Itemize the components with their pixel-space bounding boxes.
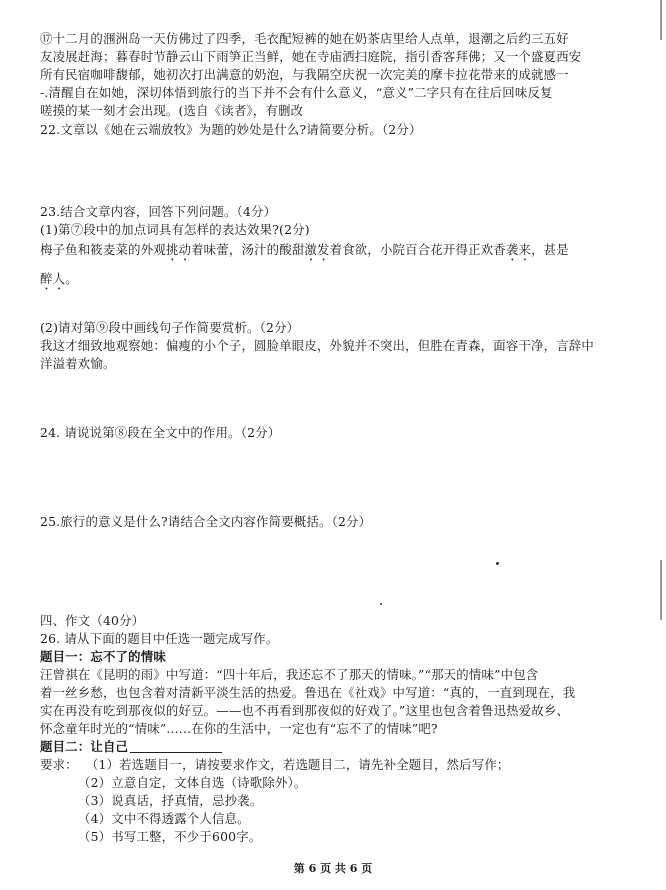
requirements-label: 要求： — [40, 757, 78, 772]
question-23-sub2: (2)请对第⑨段中画线句子作简要赏析。（2分） — [40, 320, 300, 335]
fill-in-blank — [130, 740, 222, 753]
question-23-sub2-quote: 洋溢着欢愉。 — [40, 356, 116, 371]
dotted-word: 醉人 — [40, 271, 66, 286]
topic-1-text: 实在再没有吃到那夜似的好豆。——也不再看到那夜似的好戏了。”这里也包含着鲁迅热爱故乡、 — [40, 703, 570, 718]
scan-edge — [660, 560, 662, 620]
passage-line: ⑰十二月的涠洲岛一天仿佛过了四季，毛衣配短裤的她在奶茶店里给人点单，退潮之后约三五好 — [40, 31, 569, 46]
section-heading: 四、作文（40分） — [40, 613, 145, 628]
section-composition — [40, 612, 640, 846]
requirements-row — [40, 756, 640, 774]
question-25 — [40, 513, 640, 531]
requirement-item: （4）文中不得透露个人信息。 — [78, 811, 250, 826]
topic-2-title: 题目二：让自己 — [40, 739, 129, 754]
topic-2-title-row — [40, 738, 640, 756]
question-23-sub1-quote — [40, 241, 640, 264]
quote-text: 。 — [65, 271, 78, 286]
scan-edge — [660, 0, 662, 40]
scan-speck — [496, 562, 499, 565]
quote-text: 梅子鱼和筱麦菜的外观 — [40, 242, 166, 257]
scan-speck — [380, 603, 382, 605]
question-25-text: 25.旅行的意义是什么?请结合全文内容作简要概括。（2分） — [40, 514, 372, 529]
requirement-item: （5）书写工整，不少于600字。 — [78, 829, 262, 844]
question-24 — [40, 424, 640, 442]
topic-1-text: 汪曾祺在《昆明的雨》中写道：“四十年后，我还忘不了那天的情味。”“那天的情味”中包含 — [40, 667, 539, 682]
question-23-sub1: (1)第⑦段中的加点词具有怎样的表达效果?(2分) — [40, 222, 310, 237]
question-23-sub1-quote-cont — [40, 270, 640, 293]
question-24-text: 24. 请说说第⑧段在全文中的作用。（2分） — [40, 425, 281, 440]
quote-text: 着食欲，小院百合花开得正欢香 — [329, 242, 506, 257]
question-23-part2 — [40, 319, 640, 373]
question-23 — [40, 203, 640, 293]
page-footer: 第 6 页 共 6 页 — [293, 862, 373, 875]
requirement-item: （1）若选题目一，请按要求作文，若选题目二，请先补全题目，然后写作； — [85, 757, 510, 772]
passage-line: 友凌展赶海；暮春时节静云山下雨笋正当鲜，她在寺庙洒扫庭院，指引香客拜佛；又一个盛夏西安 — [40, 49, 582, 64]
question-23-sub2-quote: 我这才细致地观察她：偏瘦的小个子，圆脸单眼皮，外貌并不突出，但胜在青森，面容干净，言辞中 — [40, 338, 594, 353]
requirement-item: （2）立意自定，文体自选（诗歌除外）。 — [78, 775, 307, 790]
passage-end — [40, 30, 640, 120]
topic-1-text: 怀念童年时光的“情味”......在你的生活中，一定也有“忘不了的情味”吧? — [40, 721, 438, 736]
passage-line: 所有民宿咖啡馥郁，她初次打出满意的奶泡，与我隔空庆祝一次完美的摩卡拉花带来的成就感一 — [40, 67, 569, 82]
topic-1-text: 着一丝乡愁，也包含着对清新平淡生活的热爱。鲁迅在《社戏》中写道：“真的，一直到现在，我 — [40, 685, 576, 700]
dotted-word: 挑动 — [165, 242, 192, 257]
passage-line: -.清醒自在如她，深切体悟到旅行的当下并不会有什么意义，“意义”二字只有在往后回味反复 — [40, 85, 553, 100]
dotted-word: 袭来 — [505, 242, 532, 257]
topic-1-title: 题目一：忘不了的情味 — [40, 649, 166, 664]
question-22-text: 22.文章以《她在云端放牧》为题的妙处是什么?请简要分析。（2分） — [40, 122, 422, 137]
requirement-item: （3）说真话，抒真情，忌抄袭。 — [78, 793, 263, 808]
question-22 — [40, 121, 640, 139]
question-26-text: 26. 请从下面的题目中任选一题完成写作。 — [40, 631, 279, 646]
dotted-word: 激发 — [304, 242, 330, 257]
quote-text: ，甚是 — [531, 242, 569, 257]
question-23-title: 23.结合文章内容，回答下列问题。（4分） — [40, 204, 277, 219]
quote-text: 着味蕾，汤汁的酸甜 — [191, 242, 305, 257]
passage-line: 嗟摸的某一刻才会出现。(选自《读者》，有删改 — [40, 103, 304, 118]
